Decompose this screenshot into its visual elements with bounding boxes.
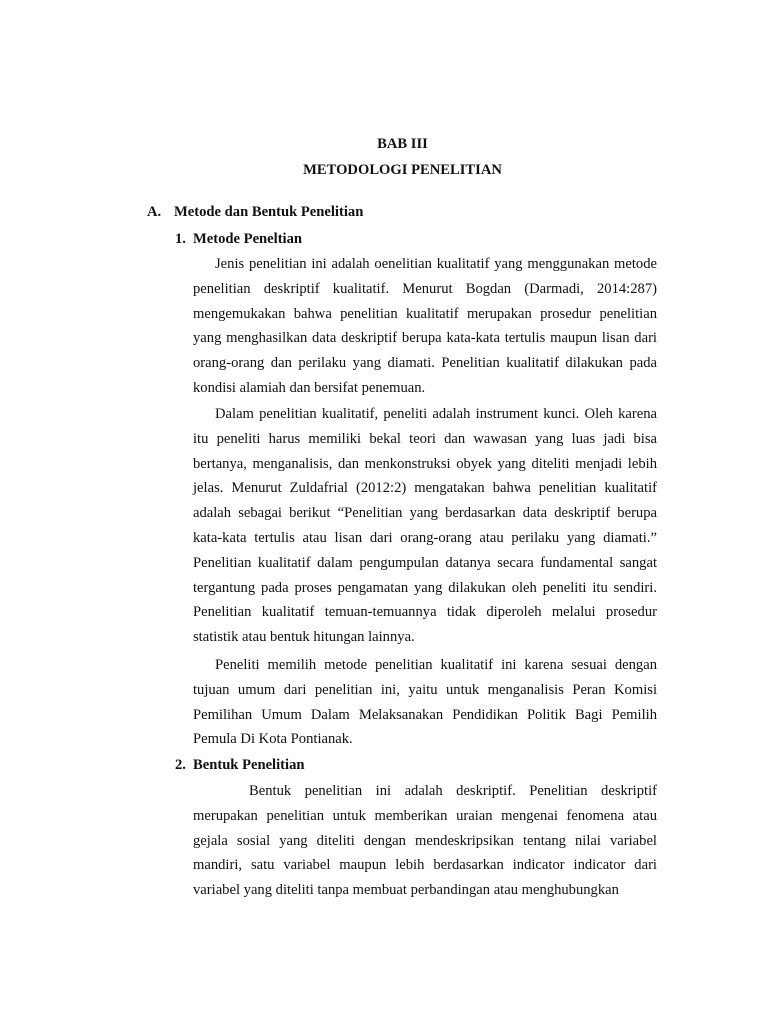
- subsection-1-title: Metode Peneltian: [193, 231, 303, 247]
- section-a-marker: A.: [147, 204, 162, 220]
- section-a-title: Metode dan Bentuk Penelitian: [174, 204, 364, 220]
- subsection-2-number: 2.: [175, 757, 186, 773]
- subsection-1-number: 1.: [175, 231, 186, 247]
- chapter-title: METODOLOGI PENELITIAN: [303, 162, 502, 178]
- subsection-1-heading: [175, 231, 302, 248]
- paragraph-4: Bentuk penelitian ini adalah deskriptif. Penelitian deskriptif merupakan penelitian untuk memberikan uraian mengenai fenomena atau gejala sosial yang diteliti dengan mendeskripsikan tentang nilai variabel mandiri, satu variabel maupun lebih berdasarkan indicator indicator dari variabel yang diteliti tanpa membuat perbandingan atau menghubungkan: [193, 783, 657, 899]
- chapter-heading: BAB III: [377, 136, 428, 152]
- paragraph-1: Jenis penelitian ini adalah oenelitian kualitatif yang menggunakan metode penelitian deskriptif kualitatif. Menurut Bogdan (Darmadi, 2014:287) mengemukakan bahwa penelitian kualitatif merupakan prosedur penelitian yang menghasilkan data deskriptif berupa kata-kata tertulis maupun lisan dari orang-orang dan perilaku yang diamati. Penelitian kualitatif dilakukan pada kondisi alamiah dan bersifat penemuan.: [193, 256, 657, 396]
- paragraph-3: Peneliti memilih metode penelitian kualitatif ini karena sesuai dengan tujuan umum dari penelitian ini, yaitu untuk menganalisis Peran Komisi Pemilihan Umum Dalam Melaksanakan Pendidikan Politik Bagi Pemilih Pemula Di Kota Pontianak.: [193, 657, 657, 748]
- subsection-2-heading: [175, 757, 305, 774]
- subsection-2-title: Bentuk Penelitian: [193, 757, 305, 773]
- section-a-heading: [147, 204, 363, 221]
- paragraph-2: Dalam penelitian kualitatif, peneliti adalah instrument kunci. Oleh karena itu peneliti harus memiliki bekal teori dan wawasan yang luas jadi bisa bertanya, menganalisis, dan menkonstruksi obyek yang diteliti menjadi lebih jelas. Menurut Zuldafrial (2012:2) mengatakan bahwa penelitian kualitatif adalah sebagai berikut “Penelitian yang berdasarkan data deskriptif berupa kata-kata tertulis atau lisan dari orang-orang atau perilaku yang diamati.” Penelitian kualitatif dalam pengumpulan datanya secara fundamental sangat tergantung pada proses pengamatan yang dilakukan oleh peneliti itu sendiri. Penelitian kualitatif temuan-temuannya tidak diperoleh melalui prosedur statistik atau bentuk hitungan lainnya.: [193, 406, 657, 646]
